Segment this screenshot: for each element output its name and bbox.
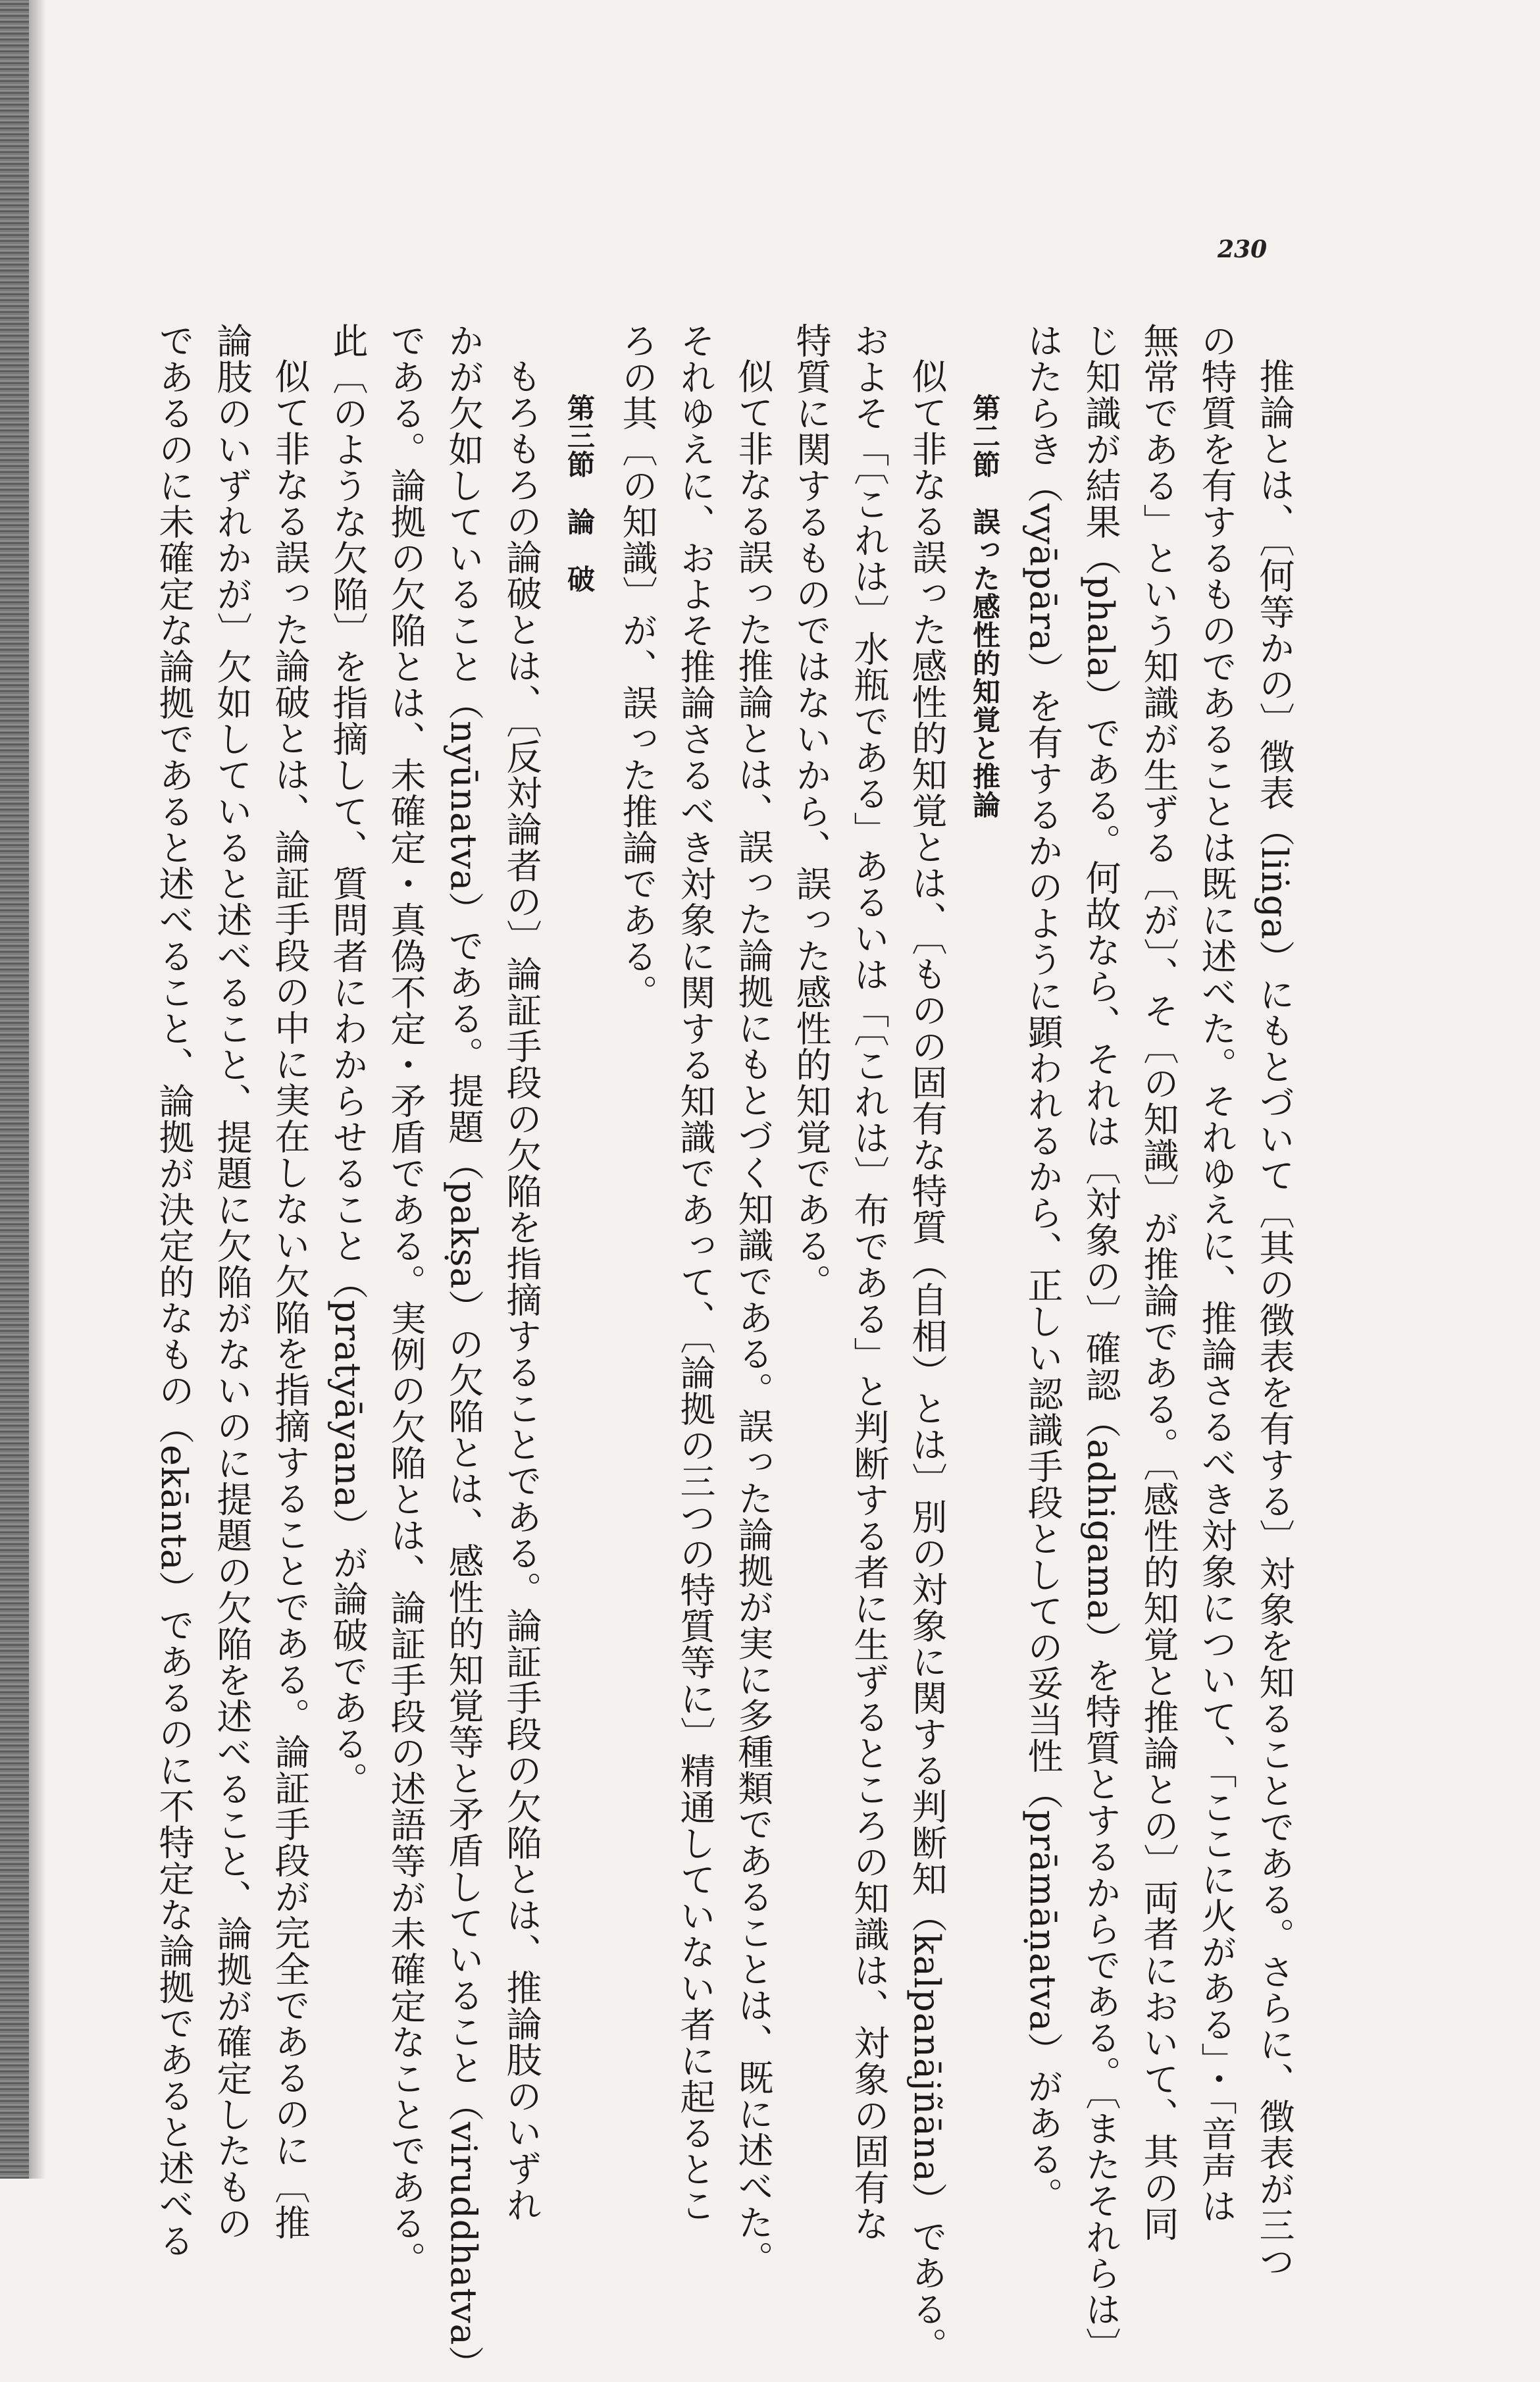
text-column-12: もろもろの論破とは、〔反対論者の〕論証手段の欠陥を指摘することである。論証手段の欠陥とは、推論肢のいずれ [501,358,542,2223]
text-column-13: かが欠如していること（nyūnatva）である。提題（pakṣa）の欠陥とは、感性的知覚等と矛盾していること（viruddhatva） [443,323,484,2382]
section-2-title: 誤った感性的知覚と推論 [969,507,1001,819]
text-column-4: じ知識が結果（phala）である。何故なら、それは〔対象の〕確認（adhigama）を特質とするからである。〔またそれらは〕 [1080,323,1121,2364]
text-column-2: の特質を有するものであることは既に述べた。それゆえに、推論さるべき対象について、「ここに火がある」・「音声は [1196,323,1237,2224]
text-column-5: はたらき（vyāpāra）を有するかのように顕われるから、正しい認識手段としての妥当性（prāmāṇatva）がある。 [1022,323,1064,2214]
section-3-title-a: 論 [563,507,596,536]
text-column-9: 似て非なる誤った推論とは、誤った論拠にもとづく知識である。誤った論拠が実に多種類であることは、既に述べた。 [732,358,774,2277]
vertical-text-body [132,323,1303,2382]
text-column-6: 似て非なる誤った感性的知覚とは、〔ものの固有な特質（自相）とは〕別の対象に関する判断知（kalpanājñāna）である。 [906,358,948,2364]
text-column-11: ろの其〔の知識〕が、誤った推論である。 [617,323,658,1010]
text-column-10: それゆえに、およそ推論さるべき対象に関する知識であって、〔論拠の三つの特質等に〕精通していない者に起るとこ [675,323,716,2223]
page-number: 230 [1218,236,1268,263]
book-gutter [0,0,29,2179]
text-column-18: であるのに未確定な論拠であると述べること、論拠が決定的なもの（ekānta）であるのに不特定な論拠であると述べる [153,323,195,2259]
text-column-8: 特質に関するものではないから、誤った感性的知覚である。 [790,323,832,1300]
section-heading-3 [550,323,608,2139]
text-column-3: 無常である」という知識が生ずる〔が〕、そ〔の知識〕が推論である。〔感性的知覚と推論との〕両者において、其の同 [1138,323,1179,2242]
text-column-16: 似て非なる誤った論破とは、論証手段の中に実在しない欠陥を指摘することである。論証手段が完全であるのに〔推 [269,358,311,2240]
text-column-17: 論肢のいずれかが〕欠如していると述べること、提題に欠陥がないのに提題の欠陥を述べること、論拠が確定したもの [211,323,253,2241]
section-3-number: 第三節 [563,394,596,479]
section-heading-2 [956,323,1014,2139]
section-2-number: 第二節 [969,394,1001,479]
text-column-15: 此〔のような欠陥〕を指摘して、質問者にわからせること（pratyāyana）が論破である。 [327,323,369,1798]
section-3-title-b: 破 [563,565,596,593]
gutter-shadow [29,0,46,2179]
text-column-14: である。論拠の欠陥とは、未確定・真偽不定・矛盾である。実例の欠陥とは、論証手段の述語等が未確定なことである。 [385,323,426,2277]
text-column-7: およそ「〔これは〕水瓶である」あるいは「〔これは〕布である」と判断する者に生ずるところの知識は、対象の固有な [848,323,890,2242]
text-column-1: 推論とは、〔何等かの〕徴表（liṅga）にもとづいて〔其の徴表を有する〕対象を知ることである。さらに、徴表が三つ [1254,358,1295,2280]
